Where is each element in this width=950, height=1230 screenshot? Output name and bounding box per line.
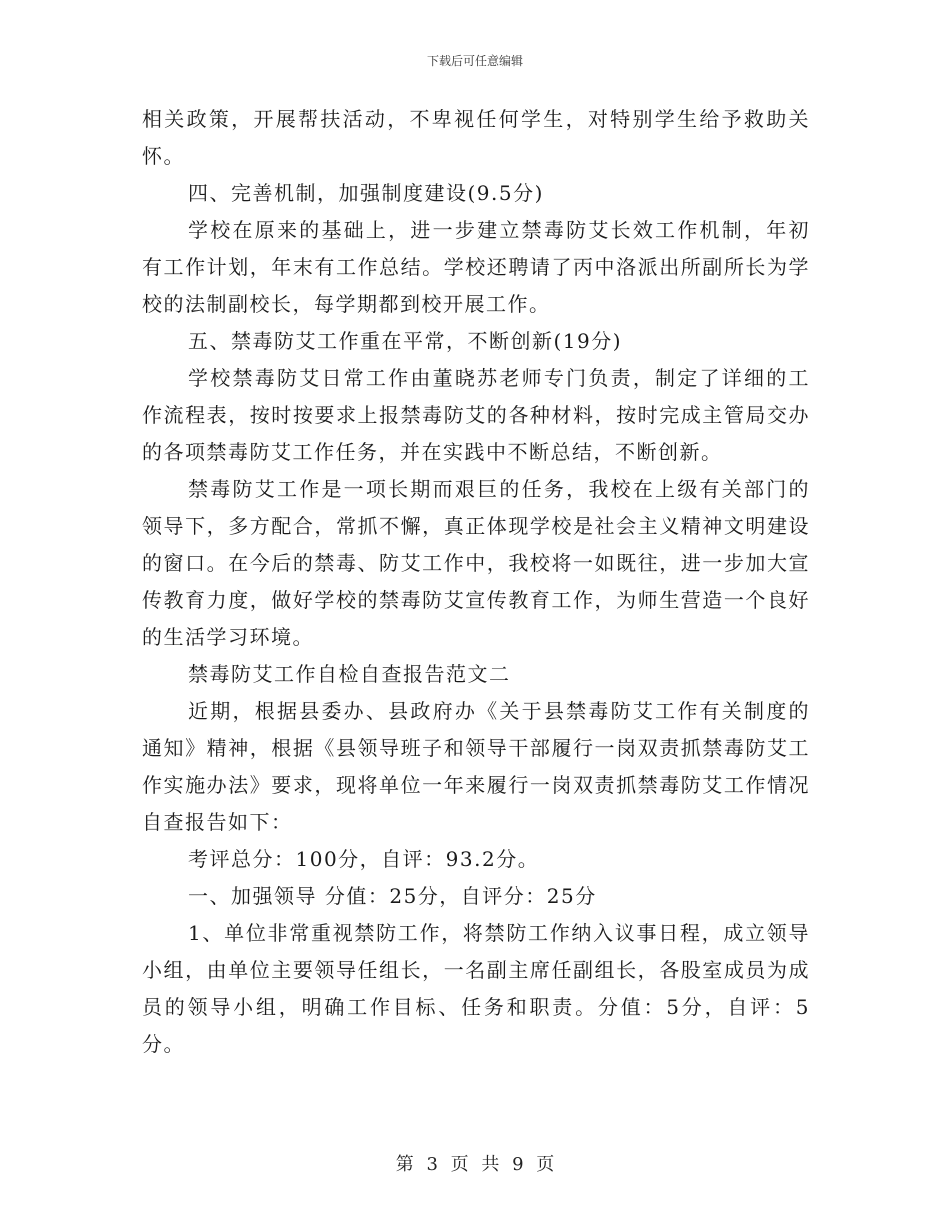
footer-suffix: 页	[536, 1154, 555, 1175]
paragraph: 近期，根据县委办、县政府办《关于县禁毒防艾工作有关制度的通知》精神，根据《县领导班子和领导干部履行一岗双责抓禁毒防艾工作实施办法》要求，现将单位一年来履行一岗双责抓禁毒防艾工作情况自查报告如下：	[142, 699, 810, 834]
page-footer	[0, 1154, 950, 1176]
document-body	[142, 101, 810, 1063]
paragraph: 相关政策，开展帮扶活动，不卑视任何学生，对特别学生给予救助关怀。	[142, 107, 810, 168]
page-header-note: 下载后可任意编辑	[426, 54, 523, 68]
section-heading: 五、禁毒防艾工作重在平常，不断创新(19分)	[188, 329, 623, 353]
footer-prefix: 第	[395, 1154, 414, 1175]
footer-current-page: 3	[426, 1154, 438, 1175]
paragraph: 1、单位非常重视禁防工作，将禁防工作纳入议事日程，成立领导小组，由单位主要领导任组长，一名副主席任副组长，各股室成员为成员的领导小组，明确工作目标、任务和职责。分值：5分，自评：5分。	[142, 921, 810, 1056]
footer-total-pages: 9	[512, 1154, 524, 1175]
section-heading: 四、完善机制，加强制度建设(9.5分)	[188, 181, 544, 205]
section-heading: 一、加强领导 分值：25分，自评分：25分	[188, 884, 597, 908]
footer-page-word: 页	[450, 1154, 469, 1175]
paragraph: 学校在原来的基础上，进一步建立禁毒防艾长效工作机制，年初有工作计划，年末有工作总结。学校还聘请了丙中洛派出所副所长为学校的法制副校长，每学期都到校开展工作。	[142, 218, 810, 316]
paragraph: 学校禁毒防艾日常工作由董晓苏老师专门负责，制定了详细的工作流程表，按时按要求上报禁毒防艾的各种材料，按时完成主管局交办的各项禁毒防艾工作任务，并在实践中不断总结，不断创新。	[142, 366, 810, 464]
score-summary: 考评总分：100分，自评：93.2分。	[188, 847, 540, 871]
document-subtitle: 禁毒防艾工作自检自查报告范文二	[188, 662, 511, 686]
footer-total-word: 共	[481, 1154, 500, 1175]
paragraph: 禁毒防艾工作是一项长期而艰巨的任务，我校在上级有关部门的领导下，多方配合，常抓不懈，真正体现学校是社会主义精神文明建设的窗口。在今后的禁毒、防艾工作中，我校将一如既往，进一步加大宣传教育力度，做好学校的禁毒防艾宣传教育工作，为师生营造一个良好的生活学习环境。	[142, 477, 810, 649]
